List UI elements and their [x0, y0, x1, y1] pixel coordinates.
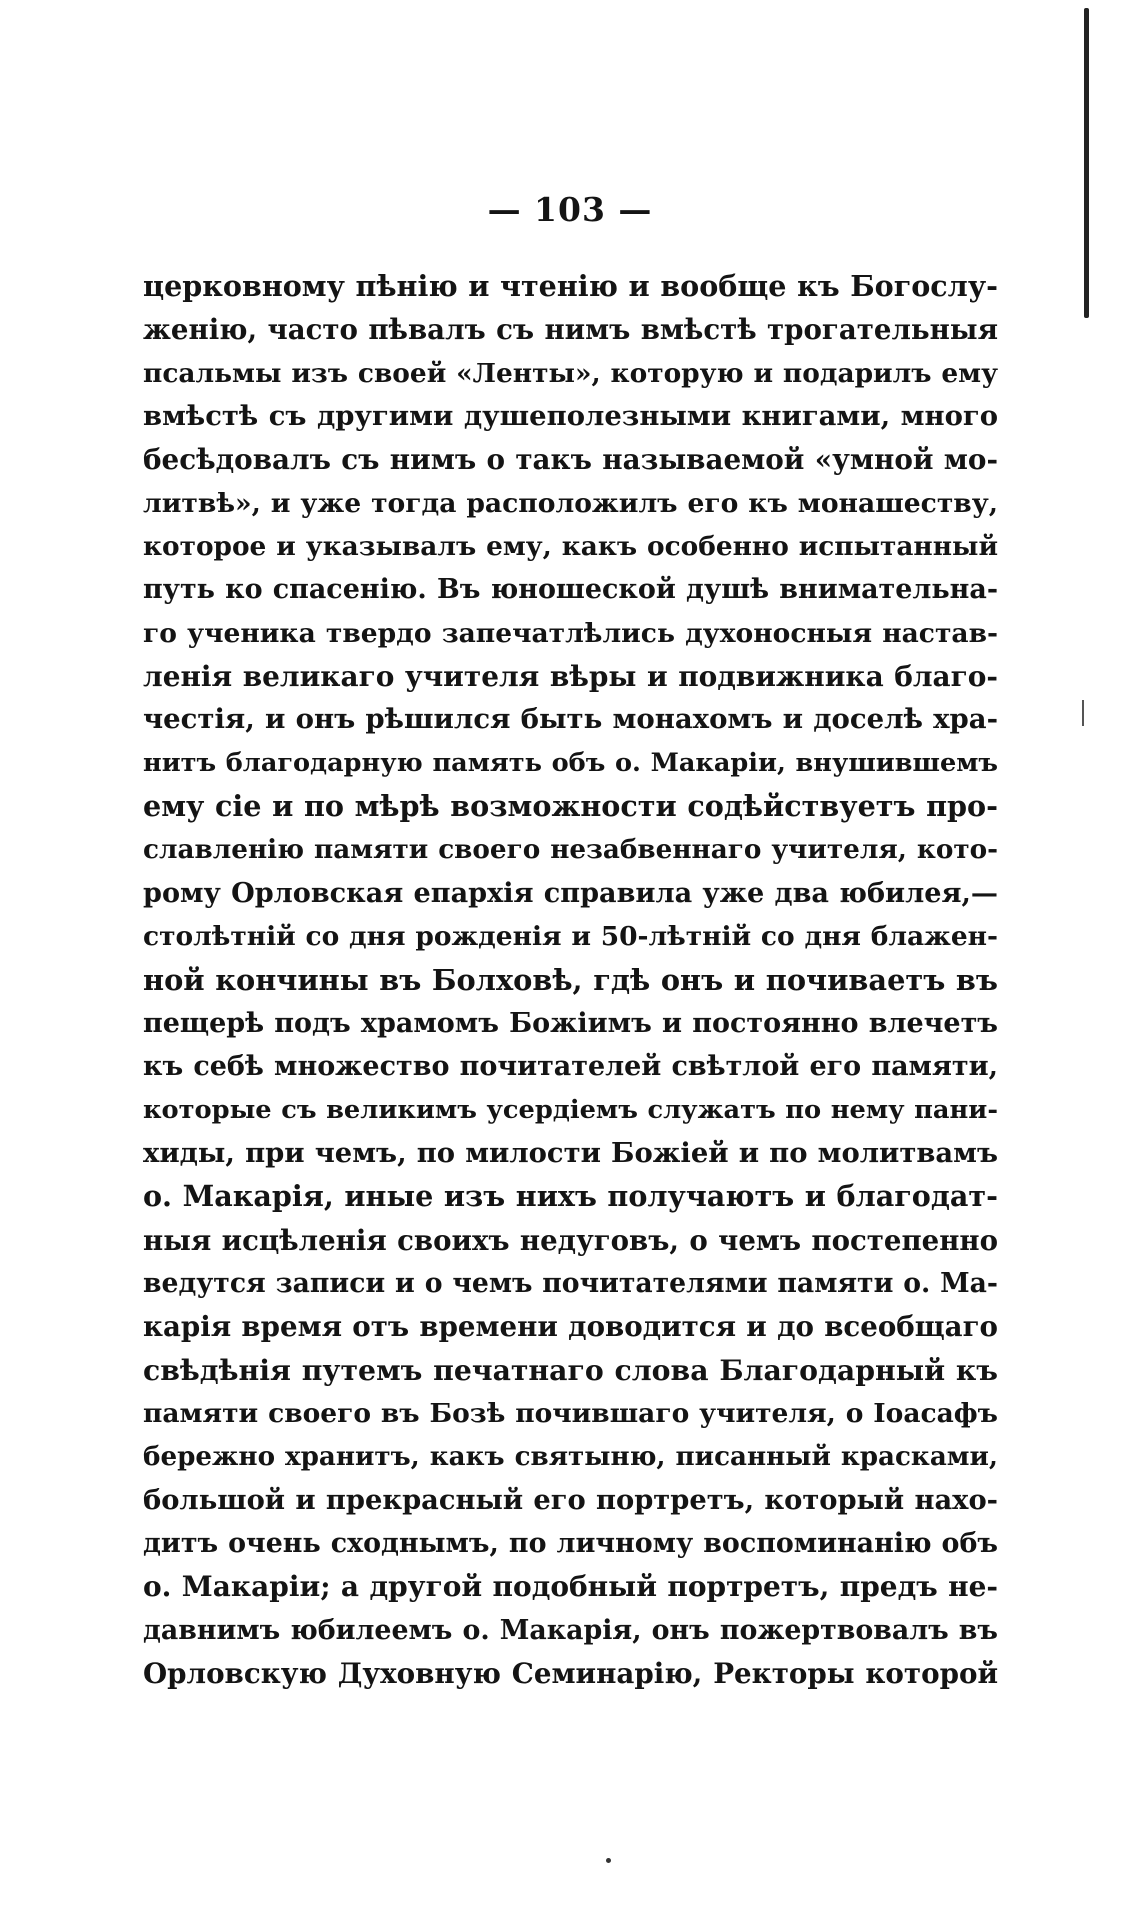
text-line: ной кончины въ Болховѣ, гдѣ онъ и почиваетъ въ — [143, 962, 998, 997]
text-line: бережно хранитъ, какъ святыню, писанный красками, — [143, 1441, 998, 1473]
text-line: карія время отъ времени доводится и до всеобщаго — [143, 1310, 998, 1344]
text-line: хиды, при чемъ, по милости Божіей и по молитвамъ — [143, 1136, 998, 1169]
text-line: Орловскую Духовную Семинарію, Ректоры которой — [143, 1657, 998, 1690]
text-line: ныя исцѣленія своихъ недуговъ, о чемъ постепенно — [143, 1223, 998, 1257]
text-line: путь ко спасенію. Въ юношеской душѣ внимательна- — [143, 574, 998, 606]
text-line: о. Макарія, иные изъ нихъ получаютъ и благодат- — [143, 1179, 998, 1214]
text-line: которое и указывалъ ему, какъ особенно испытанный — [143, 531, 998, 563]
text-line: псальмы изъ своей «Ленты», которую и подарилъ ему — [143, 357, 998, 389]
text-line: большой и прекрасный его портретъ, который нахо- — [143, 1483, 998, 1516]
page-edge-tick — [1082, 700, 1084, 726]
text-line: давнимъ юбилеемъ о. Макарія, онъ пожертвовалъ въ — [143, 1614, 998, 1646]
ink-speck — [606, 1858, 611, 1863]
text-line: славленію памяти своего незабвеннаго учителя, кото- — [143, 834, 998, 866]
text-line: ленія великаго учителя вѣры и подвижника благо- — [143, 660, 998, 694]
page-edge-mark — [1084, 8, 1089, 318]
text-line: го ученика твердо запечатлѣлись духоносныя настав- — [143, 617, 998, 649]
text-line: ведутся записи и о чемъ почитателями памяти о. Ма- — [143, 1267, 998, 1299]
text-line: столѣтній со дня рожденія и 50-лѣтній со дня блажен- — [143, 921, 998, 953]
page-number: — 103 — — [487, 190, 653, 229]
text-line: памяти своего въ Бозѣ почившаго учителя, о Іоасафъ — [143, 1397, 998, 1429]
text-line: рому Орловская епархія справила уже два юбилея,— — [143, 877, 998, 909]
text-line: женію, часто пѣвалъ съ нимъ вмѣстѣ трогательныя — [143, 313, 998, 347]
text-line: свѣдѣнія путемъ печатнаго слова Благодарный къ — [143, 1352, 998, 1387]
body-text — [143, 265, 998, 1695]
text-line: пещерѣ подъ храмомъ Божіимъ и постоянно влечетъ — [143, 1007, 998, 1039]
text-line: бесѣдовалъ съ нимъ о такъ называемой «умной мо- — [143, 443, 998, 477]
text-line: къ себѣ множество почитателей свѣтлой его памяти, — [143, 1051, 998, 1083]
text-line: которые съ великимъ усердіемъ служатъ по нему пани- — [143, 1094, 998, 1125]
text-line: честія, и онъ рѣшился быть монахомъ и доселѣ хра- — [143, 703, 998, 736]
text-line: дитъ очень сходнымъ, по личному воспоминанію объ — [143, 1527, 998, 1559]
text-line: литвѣ», и уже тогда расположилъ его къ монашеству, — [143, 487, 998, 519]
text-line: о. Макаріи; а другой подобный портретъ, предъ не- — [143, 1570, 998, 1604]
text-line: церковному пѣнію и чтенію и вообще къ Богослу- — [143, 269, 998, 303]
text-line: вмѣстѣ съ другими душеполезными книгами, много — [143, 400, 998, 433]
text-line: нитъ благодарную память объ о. Макаріи, внушившемъ — [143, 747, 998, 778]
text-line: ему сіе и по мѣрѣ возможности содѣйствуетъ про- — [143, 789, 998, 824]
